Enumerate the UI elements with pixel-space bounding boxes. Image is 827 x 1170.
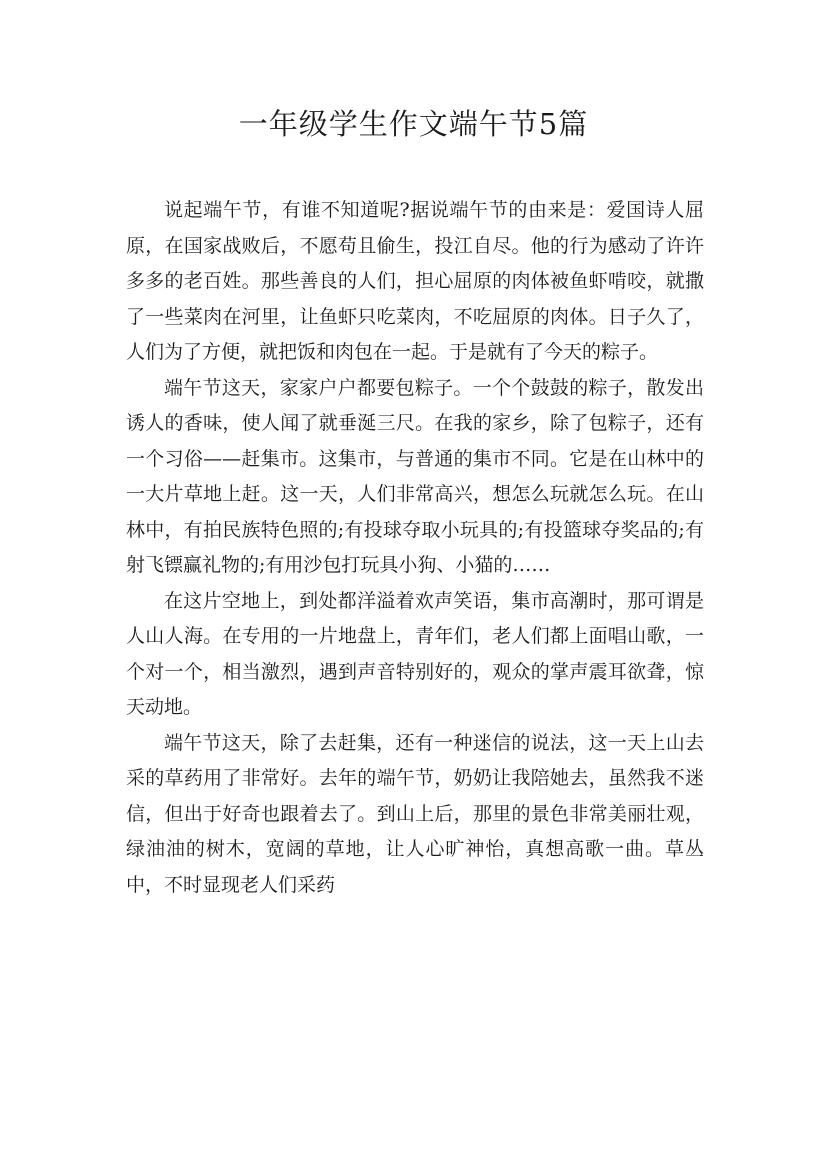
- document-body: [126, 193, 704, 903]
- paragraph-3: 在这片空地上，到处都洋溢着欢声笑语，集市高潮时，那可谓是人山人海。在专用的一片地盘上，青年们，老人们都上面唱山歌，一个对一个，相当激烈，遇到声音特别好的，观众的掌声震耳欲聋，惊天动地。: [126, 589, 704, 718]
- paragraph-2: 端午节这天，家家户户都要包粽子。一个个鼓鼓的粽子，散发出诱人的香味，使人闻了就垂涎三尺。在我的家乡，除了包粽子，还有一个习俗——赶集市。这集市，与普通的集市不同。它是在山林中的一大片草地上赶。这一天，人们非常高兴，想怎么玩就怎么玩。在山林中，有拍民族特色照的;有投球夺取小玩具的;有投篮球夺奖品的;有射飞镖赢礼物的;有用沙包打玩具小狗、小猫的……: [126, 376, 704, 576]
- paragraph-4: 端午节这天，除了去赶集，还有一种迷信的说法，这一天上山去采的草药用了非常好。去年的端午节，奶奶让我陪她去，虽然我不迷信，但出于好奇也跟着去了。到山上后，那里的景色非常美丽壮观，绿油油的树木，宽阔的草地，让人心旷神怡，真想高歌一曲。草丛中，不时显现老人们采药: [126, 731, 704, 896]
- document-title: 一年级学生作文端午节5篇: [238, 107, 589, 141]
- paragraph-1: 说起端午节，有谁不知道呢?据说端午节的由来是：爱国诗人屈原，在国家战败后，不愿苟且偷生，投江自尽。他的行为感动了许许多多的老百姓。那些善良的人们，担心屈原的肉体被鱼虾啃咬，就撒了一些菜肉在河里，让鱼虾只吃菜肉，不吃屈原的肉体。日子久了，人们为了方便，就把饭和肉包在一起。于是就有了今天的粽子。: [126, 199, 704, 363]
